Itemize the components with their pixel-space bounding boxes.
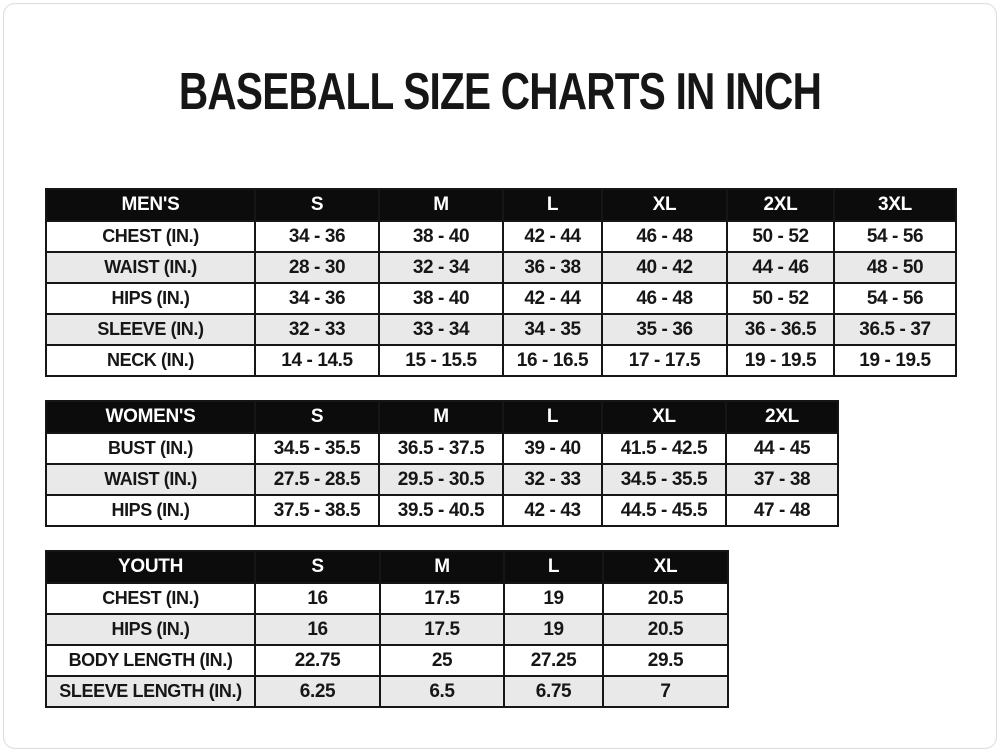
size-cell: 47 - 48 [726,495,838,526]
row-label: HIPS (IN.) [46,283,255,314]
size-cell: 38 - 40 [379,283,503,314]
size-cell: 40 - 42 [602,252,727,283]
row-label: HIPS (IN.) [46,495,255,526]
size-cell: 36 - 38 [503,252,602,283]
womens-header-l: L [503,401,602,433]
size-cell: 28 - 30 [255,252,379,283]
size-cell: 17.5 [380,614,504,645]
size-cell: 7 [603,676,728,707]
size-cell: 27.5 - 28.5 [255,464,379,495]
womens-header-s: S [255,401,379,433]
table-row [46,221,956,252]
table-header-row [46,189,956,221]
row-label: CHEST (IN.) [46,583,255,614]
size-cell: 27.25 [504,645,603,676]
mens-header-3xl: 3XL [834,189,956,221]
mens-header-m: M [379,189,503,221]
row-label: WAIST (IN.) [46,464,255,495]
size-cell: 20.5 [603,583,728,614]
size-cell: 39 - 40 [503,433,602,464]
size-cell: 34 - 36 [255,221,379,252]
womens-header-label: WOMEN'S [46,401,255,433]
size-cell: 46 - 48 [602,221,727,252]
table-header-row [46,401,838,433]
size-cell: 16 [255,614,380,645]
size-cell: 33 - 34 [379,314,503,345]
size-cell: 34 - 36 [255,283,379,314]
size-cell: 38 - 40 [379,221,503,252]
size-cell: 50 - 52 [727,221,834,252]
size-cell: 42 - 44 [503,221,602,252]
size-cell: 54 - 56 [834,283,956,314]
size-cell: 44 - 46 [727,252,834,283]
size-cell: 34.5 - 35.5 [255,433,379,464]
row-label: HIPS (IN.) [46,614,255,645]
size-cell: 20.5 [603,614,728,645]
page-title: BASEBALL SIZE CHARTS IN INCH [178,63,822,121]
size-cell: 6.5 [380,676,504,707]
size-cell: 6.25 [255,676,380,707]
size-cell: 36.5 - 37 [834,314,956,345]
row-label: BUST (IN.) [46,433,255,464]
youth-size-table [45,550,729,708]
size-cell: 17 - 17.5 [602,345,727,376]
womens-size-table [45,400,839,527]
table-header-row [46,551,728,583]
youth-header-xl: XL [603,551,728,583]
youth-header-l: L [504,551,603,583]
womens-header-2xl: 2XL [726,401,838,433]
table-row [46,645,728,676]
size-cell: 19 - 19.5 [727,345,834,376]
row-label: CHEST (IN.) [46,221,255,252]
row-label: SLEEVE LENGTH (IN.) [46,676,255,707]
mens-header-xl: XL [602,189,727,221]
youth-header-m: M [380,551,504,583]
size-cell: 36 - 36.5 [727,314,834,345]
mens-header-l: L [503,189,602,221]
size-cell: 36.5 - 37.5 [379,433,503,464]
size-cell: 48 - 50 [834,252,956,283]
row-label: BODY LENGTH (IN.) [46,645,255,676]
size-cell: 42 - 44 [503,283,602,314]
size-cell: 42 - 43 [503,495,602,526]
size-cell: 14 - 14.5 [255,345,379,376]
mens-header-s: S [255,189,379,221]
size-cell: 25 [380,645,504,676]
size-cell: 37 - 38 [726,464,838,495]
womens-header-m: M [379,401,503,433]
table-row [46,676,728,707]
row-label: SLEEVE (IN.) [46,314,255,345]
table-row [46,252,956,283]
mens-header-2xl: 2XL [727,189,834,221]
youth-header-s: S [255,551,380,583]
size-cell: 19 - 19.5 [834,345,956,376]
size-cell: 35 - 36 [602,314,727,345]
size-cell: 39.5 - 40.5 [379,495,503,526]
size-cell: 46 - 48 [602,283,727,314]
size-cell: 22.75 [255,645,380,676]
size-cell: 16 [255,583,380,614]
size-cell: 37.5 - 38.5 [255,495,379,526]
size-cell: 32 - 33 [255,314,379,345]
size-cell: 15 - 15.5 [379,345,503,376]
size-cell: 32 - 34 [379,252,503,283]
row-label: NECK (IN.) [46,345,255,376]
size-cell: 17.5 [380,583,504,614]
table-row [46,464,838,495]
size-cell: 34.5 - 35.5 [602,464,726,495]
table-row [46,614,728,645]
size-cell: 6.75 [504,676,603,707]
size-cell: 16 - 16.5 [503,345,602,376]
size-cell: 34 - 35 [503,314,602,345]
size-cell: 29.5 - 30.5 [379,464,503,495]
table-row [46,495,838,526]
table-row [46,583,728,614]
size-cell: 44 - 45 [726,433,838,464]
womens-header-xl: XL [602,401,726,433]
size-cell: 54 - 56 [834,221,956,252]
size-cell: 41.5 - 42.5 [602,433,726,464]
table-row [46,433,838,464]
size-cell: 44.5 - 45.5 [602,495,726,526]
table-row [46,283,956,314]
row-label: WAIST (IN.) [46,252,255,283]
mens-header-label: MEN'S [46,189,255,221]
size-cell: 19 [504,614,603,645]
youth-header-label: YOUTH [46,551,255,583]
size-cell: 32 - 33 [503,464,602,495]
size-cell: 50 - 52 [727,283,834,314]
table-row [46,314,956,345]
size-cell: 29.5 [603,645,728,676]
mens-size-table [45,188,957,377]
table-row [46,345,956,376]
size-cell: 19 [504,583,603,614]
